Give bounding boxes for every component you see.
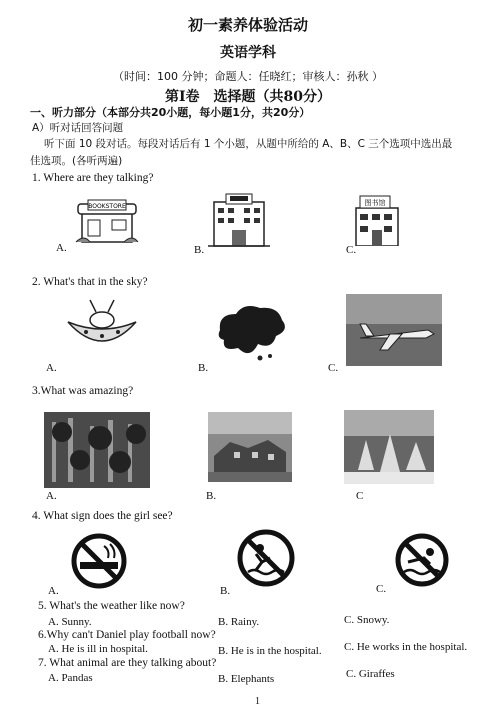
exam-title: 初一素养体验活动 xyxy=(187,16,308,34)
forest-photo-image xyxy=(44,412,150,488)
q2-option-c: C. xyxy=(328,362,339,374)
section-heading: 一、听力部分（本部分共20小题，每小题1分，共20分） xyxy=(30,106,311,119)
q6-option-a: A. He is ill in hospital. xyxy=(48,643,148,655)
part-title: 第Ⅰ卷 选择题（共80分） xyxy=(164,89,332,105)
q4-option-c: C. xyxy=(376,583,387,595)
exam-meta: （时间：100 分钟；命题人：任晓红；审核人：孙秋 ） xyxy=(113,70,383,83)
question-1: 1. Where are they talking? xyxy=(32,172,154,184)
q4-option-b: B. xyxy=(220,585,231,597)
q2-option-b: B. xyxy=(198,362,209,374)
airplane-image xyxy=(346,294,442,366)
question-3: 3.What was amazing? xyxy=(32,385,134,397)
q3-option-b: B. xyxy=(206,490,217,502)
q6-option-b: B. He is in the hospital. xyxy=(218,645,322,657)
q3-option-a: A. xyxy=(46,490,57,502)
q7-option-b: B. Elephants xyxy=(218,673,275,685)
no-fishing-sign-icon xyxy=(236,528,296,588)
question-7: 7. What animal are they talking about? xyxy=(38,657,217,669)
instructions-line-2: 佳选项。(各听两遍) xyxy=(30,155,123,167)
instructions-line-1: 听下面 10 段对话。每段对话后有 1 个小题，从题中所给的 A、B、C 三个选项中选出最 xyxy=(44,138,453,150)
dark-cloud-image xyxy=(214,300,290,362)
q2-option-a: A. xyxy=(46,362,57,374)
question-4: 4. What sign does the girl see? xyxy=(32,510,173,522)
snowy-trees-photo-image xyxy=(344,410,434,484)
q1-option-a: A. xyxy=(56,242,67,254)
q4-option-a: A. xyxy=(48,585,59,597)
q6-option-c: C. He works in the hospital. xyxy=(344,641,468,653)
q1-option-b: B. xyxy=(194,244,205,256)
hospital-building-image xyxy=(208,192,270,248)
ruins-photo-image xyxy=(208,412,292,482)
q5-option-b: B. Rainy. xyxy=(218,616,260,628)
q5-option-a: A. Sunny. xyxy=(48,616,92,628)
q3-option-c: C xyxy=(356,490,364,502)
question-5: 5. What's the weather like now? xyxy=(38,600,185,612)
library-building-image xyxy=(352,194,402,246)
q7-option-a: A. Pandas xyxy=(48,672,93,684)
ufo-image xyxy=(66,298,138,356)
page-number: 1 xyxy=(255,696,260,707)
section-subheading: A）听对话回答问题 xyxy=(32,122,124,134)
library-sign-label: 图书馆 xyxy=(364,199,386,207)
q7-option-c: C. Giraffes xyxy=(346,668,395,680)
no-swimming-sign-icon xyxy=(394,532,450,588)
no-smoking-sign-icon xyxy=(70,532,128,590)
q5-option-c: C. Snowy. xyxy=(344,614,390,626)
question-6: 6.Why can't Daniel play football now? xyxy=(38,629,216,641)
question-2: 2. What's that in the sky? xyxy=(32,276,148,288)
bookstore-image xyxy=(74,196,140,246)
bookstore-sign-label: BOOKSTORE xyxy=(88,203,126,210)
subject-title: 英语学科 xyxy=(220,45,276,61)
q1-option-c: C. xyxy=(346,244,357,256)
